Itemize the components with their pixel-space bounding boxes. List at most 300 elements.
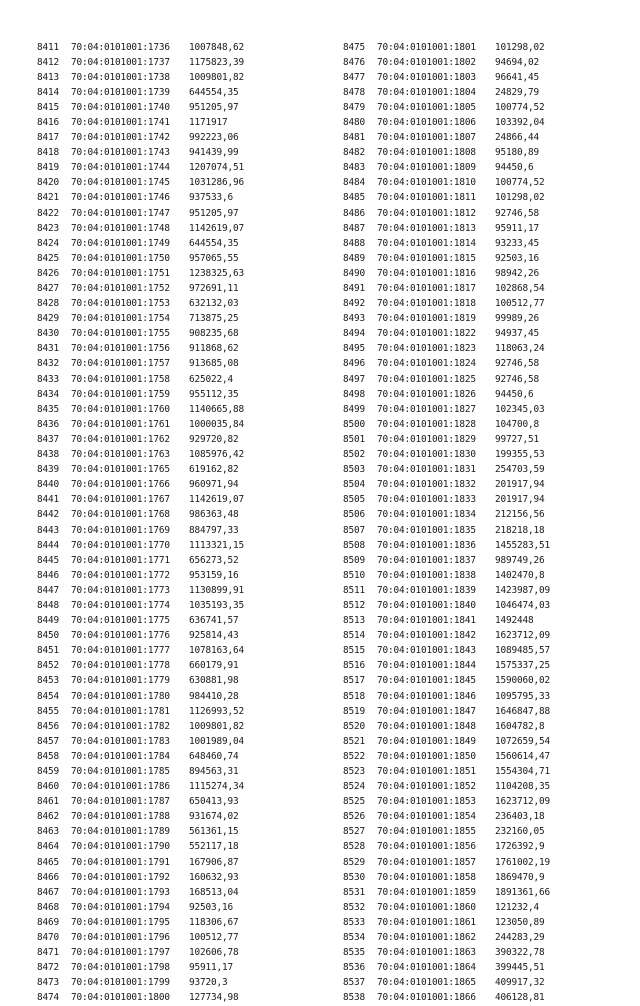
cadastral-number: 70:04:0101001:1797: [71, 947, 170, 959]
table-row: [37, 583, 244, 598]
value: 1115274,34: [189, 781, 244, 793]
value: 1761002,19: [495, 856, 550, 868]
cadastral-number: 70:04:0101001:1854: [377, 811, 476, 823]
table-row: [343, 704, 550, 719]
cadastral-number: 70:04:0101001:1848: [377, 720, 476, 732]
value: 986363,48: [189, 509, 239, 521]
row-number: 8430: [37, 328, 59, 340]
row-number: 8534: [343, 932, 365, 944]
value: 127734,98: [189, 992, 239, 1004]
cadastral-number: 70:04:0101001:1757: [71, 358, 170, 370]
row-number: 8483: [343, 162, 365, 174]
value: 409917,32: [495, 977, 545, 989]
value: 1078163,64: [189, 645, 244, 657]
row-number: 8440: [37, 479, 59, 491]
row-number: 8514: [343, 630, 365, 642]
value: 1238325,63: [189, 267, 244, 279]
row-number: 8445: [37, 554, 59, 566]
row-number: 8464: [37, 841, 59, 853]
value: 236403,18: [495, 811, 545, 823]
row-number: 8428: [37, 298, 59, 310]
value: 894563,31: [189, 766, 239, 777]
cadastral-number: 70:04:0101001:1832: [377, 479, 476, 491]
cadastral-number: 70:04:0101001:1829: [377, 433, 476, 445]
value: 984410,28: [189, 690, 239, 702]
value: 103392,04: [495, 116, 545, 128]
value: 1175823,39: [189, 56, 244, 68]
cadastral-number: 70:04:0101001:1839: [377, 584, 476, 596]
value: 1604782,8: [495, 720, 545, 732]
row-number: 8416: [37, 116, 59, 128]
value: 92503,16: [189, 901, 233, 913]
row-number: 8470: [37, 932, 59, 944]
table-row: [37, 251, 244, 266]
table-row: [343, 583, 550, 598]
row-number: 8485: [343, 192, 365, 204]
value: 93233,45: [495, 237, 539, 249]
table-row: [37, 975, 244, 990]
value: 199355,53: [495, 449, 545, 461]
value: 908235,68: [189, 328, 239, 340]
table-row: [343, 160, 550, 175]
cadastral-number: 70:04:0101001:1772: [71, 569, 170, 581]
value: 650413,93: [189, 796, 239, 808]
row-number: 8450: [37, 630, 59, 642]
table-row: [37, 40, 244, 55]
table-row: [343, 281, 550, 296]
cadastral-number: 70:04:0101001:1782: [71, 720, 170, 732]
value: 644554,35: [189, 237, 239, 249]
cadastral-number: 70:04:0101001:1857: [377, 856, 476, 868]
table-row: [37, 432, 244, 447]
cadastral-number: 70:04:0101001:1864: [377, 962, 476, 974]
cadastral-number: 70:04:0101001:1791: [71, 856, 170, 868]
cadastral-number: 70:04:0101001:1745: [71, 177, 170, 189]
cadastral-number: 70:04:0101001:1853: [377, 796, 476, 808]
cadastral-number: 70:04:0101001:1813: [377, 222, 476, 234]
cadastral-number: 70:04:0101001:1751: [71, 267, 170, 279]
value: 100512,77: [495, 298, 545, 310]
table-row: [37, 296, 244, 311]
right-column: [343, 40, 550, 1006]
row-number: 8444: [37, 539, 59, 551]
cadastral-number: 70:04:0101001:1775: [71, 615, 170, 627]
row-number: 8488: [343, 237, 365, 249]
cadastral-number: 70:04:0101001:1790: [71, 841, 170, 853]
table-row: [343, 356, 550, 371]
row-number: 8471: [37, 947, 59, 959]
value: 1104208,35: [495, 781, 550, 793]
table-row: [37, 281, 244, 296]
table-row: [343, 613, 550, 628]
table-row: [37, 492, 244, 507]
table-row: [37, 221, 244, 236]
row-number: 8427: [37, 283, 59, 294]
cadastral-number: 70:04:0101001:1739: [71, 86, 170, 98]
row-number: 8418: [37, 147, 59, 159]
cadastral-number: 70:04:0101001:1768: [71, 509, 170, 521]
table-row: [343, 221, 550, 236]
table-row: [37, 749, 244, 764]
cadastral-number: 70:04:0101001:1811: [377, 192, 476, 204]
row-number: 8494: [343, 328, 365, 340]
table-row: [343, 553, 550, 568]
table-row: [343, 538, 550, 553]
cadastral-number: 70:04:0101001:1850: [377, 750, 476, 762]
value: 1000035,84: [189, 418, 244, 430]
table-row: [37, 990, 244, 1005]
table-row: [37, 372, 244, 387]
value: 104700,8: [495, 418, 539, 430]
table-row: [37, 930, 244, 945]
value: 1142619,07: [189, 494, 244, 506]
table-row: [343, 477, 550, 492]
table-row: [343, 568, 550, 583]
value: 1009801,82: [189, 720, 244, 732]
value: 98942,26: [495, 267, 539, 279]
row-number: 8513: [343, 615, 365, 627]
table-row: [37, 794, 244, 809]
value: 937533,6: [189, 192, 233, 204]
cadastral-number: 70:04:0101001:1779: [71, 675, 170, 687]
cadastral-number: 70:04:0101001:1737: [71, 56, 170, 68]
value: 1113321,15: [189, 539, 244, 551]
cadastral-number: 70:04:0101001:1740: [71, 101, 170, 113]
value: 93720,3: [189, 977, 228, 989]
value: 960971,94: [189, 479, 239, 491]
value: 1089485,57: [495, 645, 550, 657]
row-number: 8490: [343, 267, 365, 279]
value: 406128,81: [495, 992, 545, 1004]
table-row: [37, 206, 244, 221]
cadastral-number: 70:04:0101001:1755: [71, 328, 170, 340]
row-number: 8499: [343, 403, 365, 415]
cadastral-number: 70:04:0101001:1777: [71, 645, 170, 657]
cadastral-number: 70:04:0101001:1774: [71, 599, 170, 611]
value: 636741,57: [189, 615, 239, 627]
row-number: 8448: [37, 599, 59, 611]
table-row: [343, 507, 550, 522]
cadastral-number: 70:04:0101001:1812: [377, 207, 476, 219]
cadastral-number: 70:04:0101001:1753: [71, 298, 170, 310]
cadastral-number: 70:04:0101001:1758: [71, 373, 170, 385]
cadastral-number: 70:04:0101001:1750: [71, 252, 170, 264]
table-row: [343, 130, 550, 145]
row-number: 8479: [343, 101, 365, 113]
cadastral-number: 70:04:0101001:1742: [71, 132, 170, 144]
cadastral-number: 70:04:0101001:1866: [377, 992, 476, 1004]
row-number: 8502: [343, 449, 365, 461]
table-row: [343, 673, 550, 688]
value: 1590060,02: [495, 675, 550, 687]
row-number: 8469: [37, 916, 59, 928]
table-row: [343, 311, 550, 326]
table-row: [343, 930, 550, 945]
row-number: 8459: [37, 766, 59, 777]
value: 100512,77: [189, 932, 239, 944]
row-number: 8530: [343, 871, 365, 883]
table-row: [343, 870, 550, 885]
row-number: 8458: [37, 750, 59, 762]
cadastral-number: 70:04:0101001:1761: [71, 418, 170, 430]
cadastral-number: 70:04:0101001:1738: [71, 71, 170, 83]
cadastral-number: 70:04:0101001:1862: [377, 932, 476, 944]
cadastral-number: 70:04:0101001:1788: [71, 811, 170, 823]
table-row: [343, 326, 550, 341]
cadastral-number: 70:04:0101001:1808: [377, 147, 476, 159]
cadastral-number: 70:04:0101001:1806: [377, 116, 476, 128]
row-number: 8466: [37, 871, 59, 883]
table-row: [37, 870, 244, 885]
value: 201917,94: [495, 479, 545, 491]
row-number: 8505: [343, 494, 365, 506]
row-number: 8518: [343, 690, 365, 702]
row-number: 8480: [343, 116, 365, 128]
cadastral-number: 70:04:0101001:1845: [377, 675, 476, 687]
row-number: 8413: [37, 71, 59, 83]
row-number: 8522: [343, 750, 365, 762]
value: 552117,18: [189, 841, 239, 853]
table-row: [37, 100, 244, 115]
value: 218218,18: [495, 524, 545, 536]
row-number: 8521: [343, 735, 365, 747]
cadastral-number: 70:04:0101001:1803: [377, 71, 476, 83]
table-row: [37, 70, 244, 85]
cadastral-number: 70:04:0101001:1852: [377, 781, 476, 793]
table-row: [343, 462, 550, 477]
row-number: 8517: [343, 675, 365, 687]
row-number: 8533: [343, 916, 365, 928]
row-number: 8436: [37, 418, 59, 430]
cadastral-number: 70:04:0101001:1843: [377, 645, 476, 657]
row-number: 8421: [37, 192, 59, 204]
value: 625022,4: [189, 373, 233, 385]
row-number: 8460: [37, 781, 59, 793]
row-number: 8515: [343, 645, 365, 657]
row-number: 8507: [343, 524, 365, 536]
table-row: [343, 402, 550, 417]
table-row: [37, 130, 244, 145]
table-row: [37, 643, 244, 658]
row-number: 8489: [343, 252, 365, 264]
row-number: 8422: [37, 207, 59, 219]
value: 167906,87: [189, 856, 239, 868]
value: 118063,24: [495, 343, 545, 355]
value: 931674,02: [189, 811, 239, 823]
cadastral-number: 70:04:0101001:1805: [377, 101, 476, 113]
value: 399445,51: [495, 962, 545, 974]
value: 992223,06: [189, 132, 239, 144]
row-number: 8451: [37, 645, 59, 657]
value: 1171917: [189, 116, 228, 128]
cadastral-number: 70:04:0101001:1817: [377, 283, 476, 294]
value: 1869470,9: [495, 871, 545, 883]
value: 100774,52: [495, 177, 545, 189]
table-row: [37, 417, 244, 432]
value: 648460,74: [189, 750, 239, 762]
value: 92746,58: [495, 358, 539, 370]
table-row: [343, 990, 550, 1005]
row-number: 8498: [343, 388, 365, 400]
row-number: 8453: [37, 675, 59, 687]
table-row: [37, 85, 244, 100]
row-number: 8532: [343, 901, 365, 913]
row-number: 8524: [343, 781, 365, 793]
table-row: [37, 855, 244, 870]
row-number: 8432: [37, 358, 59, 370]
cadastral-number: 70:04:0101001:1795: [71, 916, 170, 928]
value: 1207074,51: [189, 162, 244, 174]
value: 24866,44: [495, 132, 539, 144]
cadastral-number: 70:04:0101001:1743: [71, 147, 170, 159]
row-number: 8477: [343, 71, 365, 83]
cadastral-number: 70:04:0101001:1842: [377, 630, 476, 642]
cadastral-number: 70:04:0101001:1749: [71, 237, 170, 249]
row-number: 8527: [343, 826, 365, 838]
cadastral-number: 70:04:0101001:1838: [377, 569, 476, 581]
row-number: 8449: [37, 615, 59, 627]
cadastral-number: 70:04:0101001:1840: [377, 599, 476, 611]
cadastral-number: 70:04:0101001:1828: [377, 418, 476, 430]
table-row: [343, 236, 550, 251]
cadastral-number: 70:04:0101001:1769: [71, 524, 170, 536]
cadastral-number: 70:04:0101001:1807: [377, 132, 476, 144]
table-row: [343, 206, 550, 221]
value: 1085976,42: [189, 449, 244, 461]
value: 632132,03: [189, 298, 239, 310]
row-number: 8447: [37, 584, 59, 596]
row-number: 8523: [343, 766, 365, 777]
table-row: [37, 885, 244, 900]
row-number: 8415: [37, 101, 59, 113]
cadastral-number: 70:04:0101001:1801: [377, 41, 476, 53]
cadastral-number: 70:04:0101001:1836: [377, 539, 476, 551]
cadastral-number: 70:04:0101001:1767: [71, 494, 170, 506]
row-number: 8482: [343, 147, 365, 159]
cadastral-number: 70:04:0101001:1841: [377, 615, 476, 627]
cadastral-number: 70:04:0101001:1770: [71, 539, 170, 551]
value: 1009801,82: [189, 71, 244, 83]
value: 95911,17: [495, 222, 539, 234]
value: 102345,03: [495, 403, 545, 415]
row-number: 8462: [37, 811, 59, 823]
cadastral-number: 70:04:0101001:1765: [71, 464, 170, 476]
table-row: [37, 628, 244, 643]
value: 1402470,8: [495, 569, 545, 581]
value: 955112,35: [189, 388, 239, 400]
table-row: [37, 598, 244, 613]
table-row: [37, 915, 244, 930]
table-row: [343, 387, 550, 402]
row-number: 8425: [37, 252, 59, 264]
table-row: [37, 960, 244, 975]
row-number: 8529: [343, 856, 365, 868]
cadastral-number: 70:04:0101001:1860: [377, 901, 476, 913]
cadastral-number: 70:04:0101001:1759: [71, 388, 170, 400]
row-number: 8512: [343, 599, 365, 611]
row-number: 8503: [343, 464, 365, 476]
row-number: 8411: [37, 41, 59, 53]
row-number: 8438: [37, 449, 59, 461]
table-row: [343, 85, 550, 100]
value: 100774,52: [495, 101, 545, 113]
table-row: [343, 794, 550, 809]
cadastral-number: 70:04:0101001:1787: [71, 796, 170, 808]
table-row: [37, 507, 244, 522]
cadastral-number: 70:04:0101001:1793: [71, 886, 170, 898]
table-row: [343, 734, 550, 749]
row-number: 8481: [343, 132, 365, 144]
value: 102868,54: [495, 283, 545, 294]
row-number: 8473: [37, 977, 59, 989]
row-number: 8435: [37, 403, 59, 415]
value: 94694,02: [495, 56, 539, 68]
table-row: [343, 432, 550, 447]
row-number: 8419: [37, 162, 59, 174]
table-row: [343, 296, 550, 311]
table-row: [37, 356, 244, 371]
table-row: [37, 190, 244, 205]
table-row: [343, 809, 550, 824]
value: 1007848,62: [189, 41, 244, 53]
value: 254703,59: [495, 464, 545, 476]
value: 1455283,51: [495, 539, 550, 551]
cadastral-number: 70:04:0101001:1802: [377, 56, 476, 68]
table-row: [343, 628, 550, 643]
value: 1140665,88: [189, 403, 244, 415]
cadastral-number: 70:04:0101001:1804: [377, 86, 476, 98]
cadastral-number: 70:04:0101001:1784: [71, 750, 170, 762]
row-number: 8535: [343, 947, 365, 959]
value: 656273,52: [189, 554, 239, 566]
cadastral-number: 70:04:0101001:1747: [71, 207, 170, 219]
value: 92503,16: [495, 252, 539, 264]
table-row: [37, 553, 244, 568]
table-row: [37, 341, 244, 356]
row-number: 8475: [343, 41, 365, 53]
table-row: [343, 764, 550, 779]
row-number: 8484: [343, 177, 365, 189]
table-row: [343, 523, 550, 538]
cadastral-number: 70:04:0101001:1847: [377, 705, 476, 717]
value: 1492448: [495, 615, 534, 627]
table-row: [343, 55, 550, 70]
row-number: 8456: [37, 720, 59, 732]
row-number: 8423: [37, 222, 59, 234]
value: 94937,45: [495, 328, 539, 340]
row-number: 8476: [343, 56, 365, 68]
table-row: [37, 402, 244, 417]
table-row: [343, 719, 550, 734]
left-column: [37, 40, 244, 1006]
value: 713875,25: [189, 313, 239, 325]
table-row: [37, 809, 244, 824]
table-row: [37, 779, 244, 794]
value: 168513,04: [189, 886, 239, 898]
cadastral-number: 70:04:0101001:1816: [377, 267, 476, 279]
value: 1623712,09: [495, 630, 550, 642]
row-number: 8509: [343, 554, 365, 566]
table-row: [37, 824, 244, 839]
value: 561361,15: [189, 826, 239, 838]
row-number: 8496: [343, 358, 365, 370]
cadastral-number: 70:04:0101001:1754: [71, 313, 170, 325]
row-number: 8508: [343, 539, 365, 551]
cadastral-number: 70:04:0101001:1796: [71, 932, 170, 944]
value: 957065,55: [189, 252, 239, 264]
value: 972691,11: [189, 283, 239, 294]
value: 201917,94: [495, 494, 545, 506]
